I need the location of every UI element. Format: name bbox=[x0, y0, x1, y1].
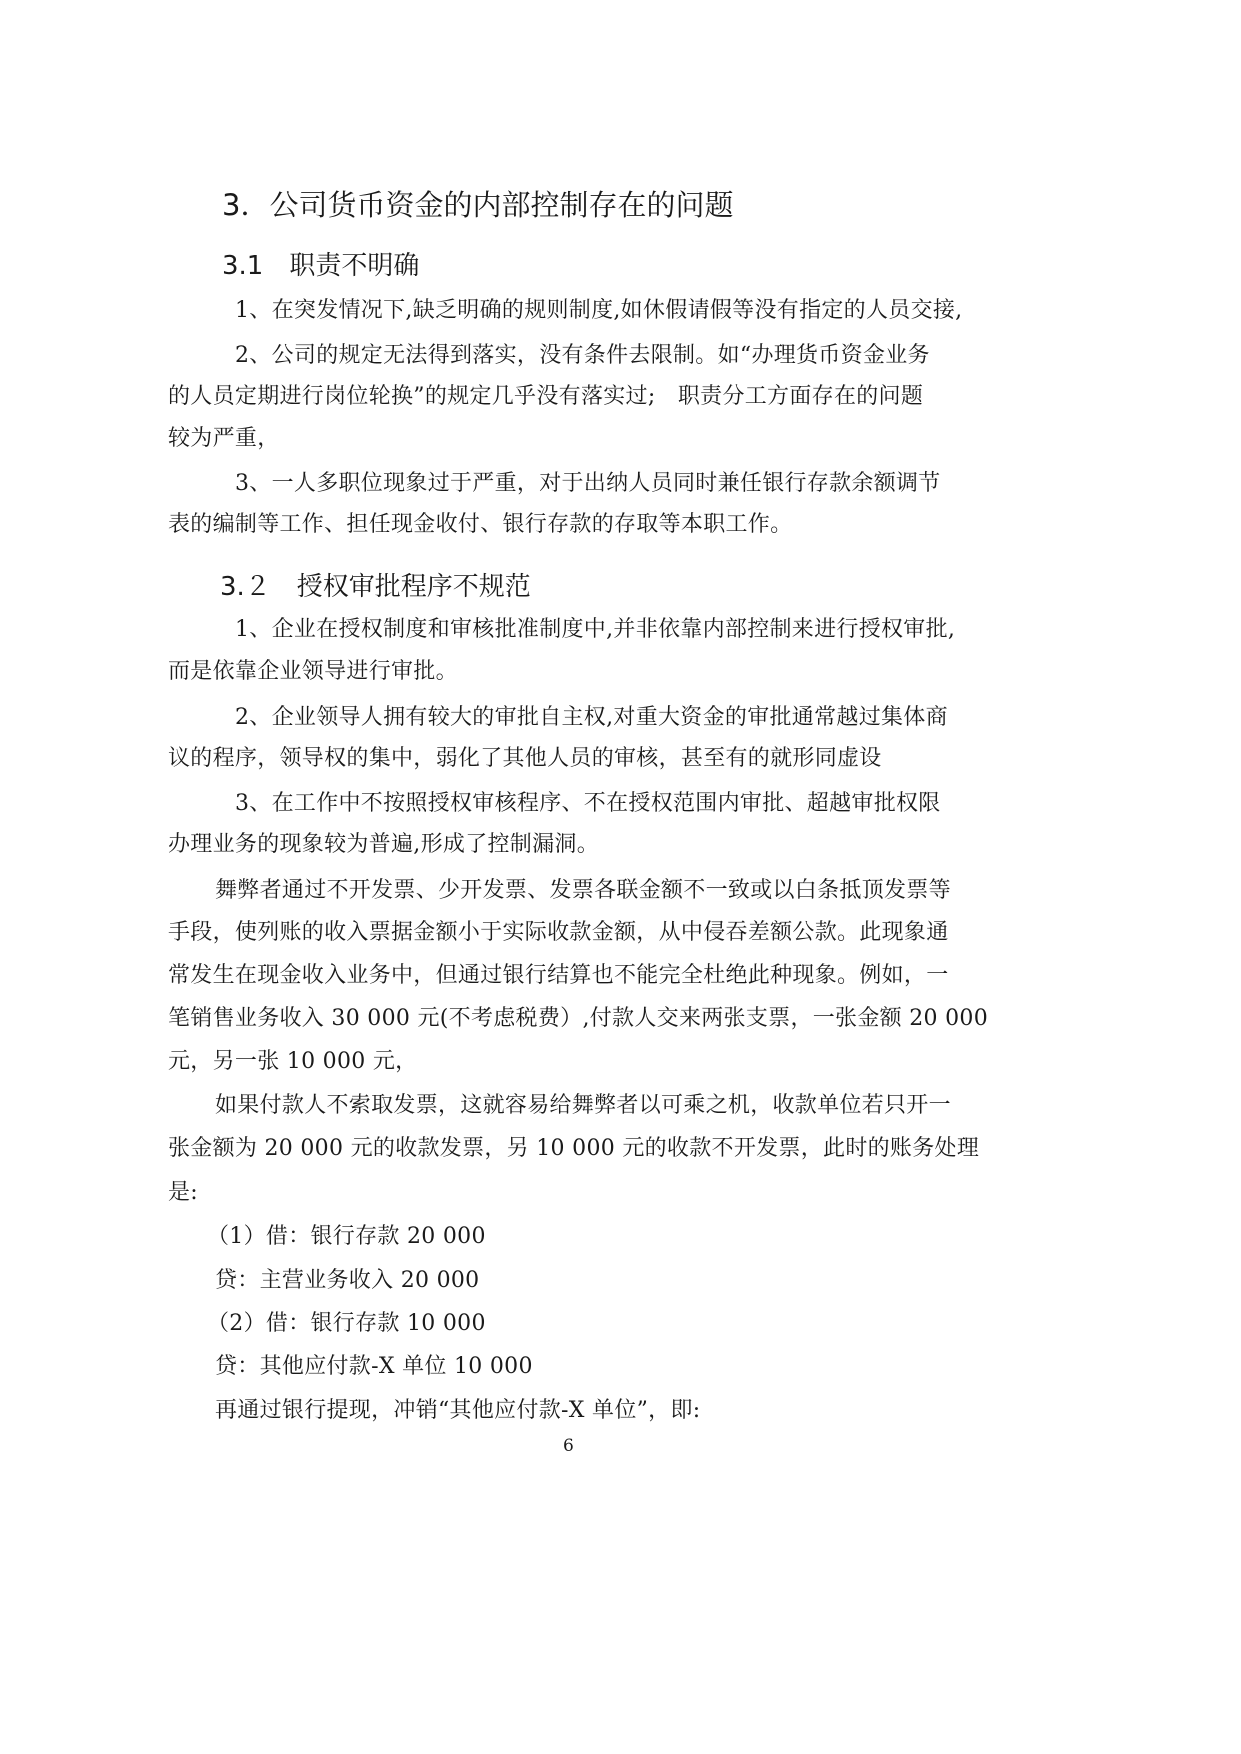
paragraph-line: 3、一人多职位现象过于严重，对于出纳人员同时兼任银行存款余额调节 bbox=[235, 471, 941, 496]
paragraph-line: 笔销售业务收入 30 000 元(不考虑税费）,付款人交来两张支票，一张金额 20 000 bbox=[168, 1006, 989, 1031]
paragraph-line: 如果付款人不索取发票，这就容易给舞弊者以可乘之机，收款单位若只开一 bbox=[215, 1093, 951, 1118]
journal-entry-line: 贷：其他应付款-X 单位 10 000 bbox=[215, 1354, 533, 1379]
paragraph-line: 表的编制等工作、担任现金收付、银行存款的存取等本职工作。 bbox=[168, 512, 793, 537]
paragraph-line: 舞弊者通过不开发票、少开发票、发票各联金额不一致或以白条抵顶发票等 bbox=[215, 878, 951, 903]
paragraph-line: 常发生在现金收入业务中，但通过银行结算也不能完全杜绝此种现象。例如，一 bbox=[168, 963, 949, 988]
paragraph-line: 较为严重， bbox=[168, 426, 280, 451]
journal-entry-line: 贷：主营业务收入 20 000 bbox=[215, 1268, 480, 1293]
paragraph-line: 而是依靠企业领导进行审批。 bbox=[168, 659, 458, 684]
paragraph-line: 的人员定期进行岗位轮换”的规定几乎没有落实过; 职责分工方面存在的问题 bbox=[168, 384, 924, 409]
section-heading: 3．公司货币资金的内部控制存在的问题 bbox=[222, 188, 734, 222]
paragraph-line: 手段，使列账的收入票据金额小于实际收款金额，从中侵吞差额公款。此现象通 bbox=[168, 920, 949, 945]
paragraph-line: 1、企业在授权制度和审核批准制度中,并非依靠内部控制来进行授权审批, bbox=[235, 617, 956, 642]
paragraph-line: 是: bbox=[168, 1180, 199, 1205]
paragraph-line: 议的程序，领导权的集中，弱化了其他人员的审核，甚至有的就形同虚设 bbox=[168, 746, 882, 771]
paragraph-line: 办理业务的现象较为普遍,形成了控制漏洞。 bbox=[168, 832, 599, 857]
journal-entry-line: （1）借：银行存款 20 000 bbox=[207, 1224, 486, 1249]
paragraph-line: 2、公司的规定无法得到落实，没有条件去限制。如“办理货币资金业务 bbox=[235, 343, 930, 368]
paragraph-line: 1、在突发情况下,缺乏明确的规则制度,如休假请假等没有指定的人员交接, bbox=[235, 298, 963, 323]
paragraph-line: 张金额为 20 000 元的收款发票，另 10 000 元的收款不开发票，此时的账务处理 bbox=[168, 1136, 980, 1161]
page-number: 6 bbox=[563, 1436, 574, 1456]
subsection-title-3-1: 3.1 职责不明确 bbox=[222, 251, 420, 281]
subsection-title-3-2: 3.２ 授权审批程序不规范 bbox=[220, 572, 531, 602]
paragraph-line: 2、企业领导人拥有较大的审批自主权,对重大资金的审批通常越过集体商 bbox=[235, 705, 948, 730]
journal-entry-line: （2）借：银行存款 10 000 bbox=[207, 1311, 486, 1336]
paragraph-line: 3、在工作中不按照授权审核程序、不在授权范围内审批、超越审批权限 bbox=[235, 791, 941, 816]
journal-entry-line: 再通过银行提现，冲销“其他应付款-X 单位”，即: bbox=[215, 1398, 701, 1423]
paragraph-line: 元，另一张 10 000 元， bbox=[168, 1049, 418, 1074]
